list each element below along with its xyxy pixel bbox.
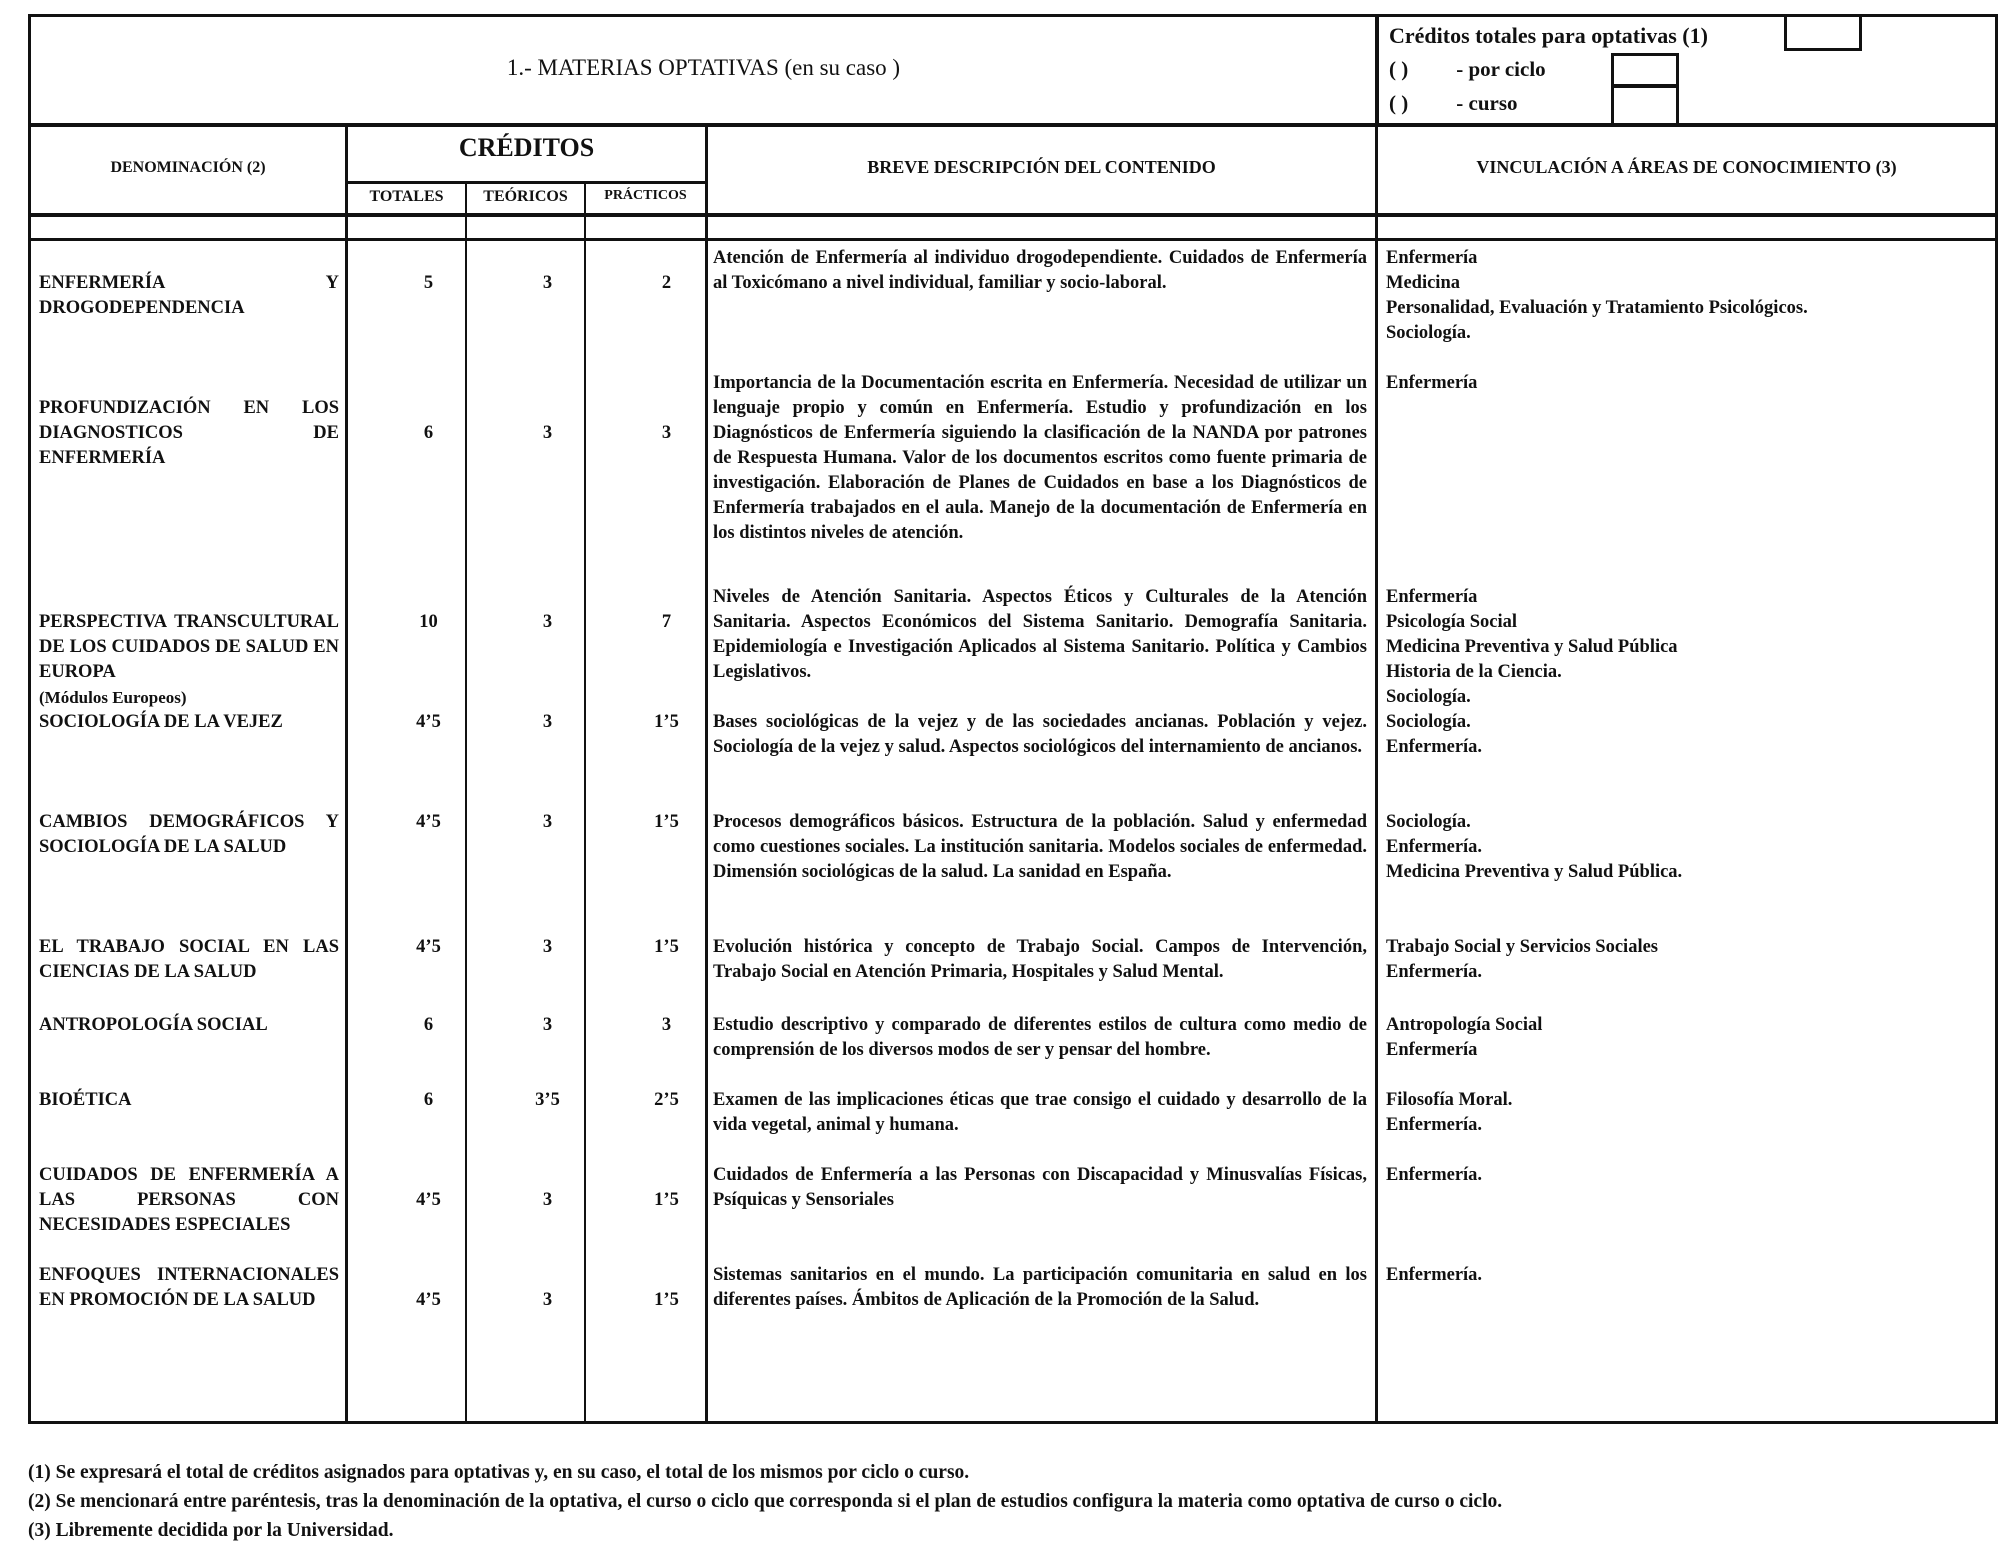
subject-name-text: CUIDADOS DE ENFERMERÍA A LAS PERSONAS CON NECESIDADES ESPECIALES (39, 1165, 339, 1235)
knowledge-area-item: Enfermería. (1386, 1265, 1483, 1285)
credits-theory: 3 (542, 1190, 553, 1210)
header-teoricos: TEÓRICOS (467, 181, 586, 213)
knowledge-area-item: Trabajo Social y Servicios Sociales (1386, 937, 1658, 957)
curso-line (1389, 91, 1518, 116)
footnote-3: (3) Libremente decidida por la Universidad. (28, 1520, 394, 1541)
credits-theory: 3 (542, 712, 553, 732)
por-ciclo-paren: ( ) (1389, 57, 1409, 81)
page-title: 1.- MATERIAS OPTATIVAS (en su caso ) (506, 55, 901, 80)
credits-theory: 3 (542, 812, 553, 832)
credits-practice: 1’5 (654, 1190, 679, 1210)
subject-description: Niveles de Atención Sanitaria. Aspectos Éticos y Culturales de la Atención Sanitaria. Aspectos Económicos del Sistema Sanitario. Demografía Sanitaria. Epidemiología e Investigación Aplicados al Sistema Sanitario. Política y Cambios Legislativos. (713, 587, 1367, 682)
footnotes (28, 1458, 1988, 1545)
header-creditos: CRÉDITOS TOTALES TEÓRICOS PRÁCTICOS (348, 127, 708, 213)
credits-theory: 3 (542, 612, 553, 632)
credits-practice: 1’5 (654, 812, 679, 832)
credits-practice: 7 (661, 612, 672, 632)
knowledge-area-item: Enfermería. (1386, 737, 1483, 757)
knowledge-areas (1386, 371, 1986, 396)
subject-name-text: BIOÉTICA (39, 1090, 132, 1110)
header-descripcion: BREVE DESCRIPCIÓN DEL CONTENIDO (708, 127, 1378, 213)
subject-name-note: (Módulos Europeos) (39, 688, 187, 707)
spacer-row (31, 217, 1995, 241)
knowledge-area-item: Enfermería. (1386, 1165, 1483, 1185)
knowledge-area-item: Enfermería. (1386, 962, 1483, 982)
credits-theory: 3 (542, 937, 553, 957)
subject-name-text: SOCIOLOGÍA DE LA VEJEZ (39, 712, 283, 732)
credits-summary-box (1376, 17, 1998, 123)
credits-total: 4’5 (416, 812, 441, 832)
subject-name-text: ENFOQUES INTERNACIONALES EN PROMOCIÓN DE LA SALUD (39, 1265, 339, 1310)
knowledge-areas (1386, 935, 1986, 985)
knowledge-area-item: Enfermería. (1386, 837, 1483, 857)
knowledge-area-item: Personalidad, Evaluación y Tratamiento Psicológicos. (1386, 298, 1808, 318)
subject-description: Procesos demográficos básicos. Estructura de la población. Salud y enfermedad como cuestiones sociales. La institución sanitaria. Modelos sociales de enfermedad. Dimensión sociológicas de la salud. La sanidad en España. (713, 812, 1367, 882)
knowledge-area-item: Enfermería (1386, 373, 1478, 393)
subject-description: Estudio descriptivo y comparado de diferentes estilos de cultura como medio de comprensión de los diversos modos de ser y pensar del hombre. (713, 1015, 1367, 1060)
knowledge-area-item: Historia de la Ciencia. (1386, 662, 1562, 682)
subject-name (39, 810, 339, 860)
subject-name (39, 1263, 339, 1313)
por-ciclo-line (1389, 57, 1546, 82)
knowledge-area-item: Enfermería (1386, 1040, 1478, 1060)
curso-paren: ( ) (1389, 91, 1409, 115)
subject-name-text: ENFERMERÍA Y DROGODEPENDENCIA (39, 273, 339, 318)
credits-total: 6 (423, 1015, 434, 1035)
credits-theory: 3 (542, 423, 553, 443)
subject-name-text: PROFUNDIZACIÓN EN LOS DIAGNOSTICOS DE ENFERMERÍA (39, 398, 339, 468)
col-rule-4 (705, 127, 708, 1421)
title-band (31, 17, 1995, 127)
credits-total: 4’5 (416, 1290, 441, 1310)
subject-name (39, 271, 339, 321)
total-credits-label: Créditos totales para optativas (1) (1389, 23, 1708, 48)
credits-total: 6 (423, 423, 434, 443)
knowledge-areas (1386, 1263, 1986, 1288)
header-practicos: PRÁCTICOS (586, 181, 705, 213)
knowledge-area-item: Medicina Preventiva y Salud Pública. (1386, 862, 1683, 882)
total-credits-field[interactable] (1784, 17, 1862, 51)
footnote-2: (2) Se mencionará entre paréntesis, tras la denominación de la optativa, el curso o ciclo que corresponda si el plan de estudios configura la materia como optativa de curso o ciclo. (28, 1491, 1503, 1512)
subject-name-text: PERSPECTIVA TRANSCULTURAL DE LOS CUIDADOS DE SALUD EN EUROPA (39, 612, 339, 682)
subject-description: Evolución histórica y concepto de Trabajo Social. Campos de Intervención, Trabajo Social en Atención Primaria, Hospitales y Salud Mental. (713, 937, 1367, 982)
credits-practice: 1’5 (654, 712, 679, 732)
subject-description: Atención de Enfermería al individuo drogodependiente. Cuidados de Enfermería al Toxicómano a nivel individual, familiar y socio-laboral. (713, 248, 1367, 293)
knowledge-areas (1386, 710, 1986, 760)
credits-theory: 3’5 (535, 1090, 560, 1110)
knowledge-area-item: Sociología. (1386, 712, 1471, 732)
credits-practice: 1’5 (654, 937, 679, 957)
subject-description: Cuidados de Enfermería a las Personas con Discapacidad y Minusvalías Físicas, Psíquicas y Sensoriales (713, 1165, 1367, 1210)
optativas-table (28, 14, 1998, 1424)
credits-practice: 1’5 (654, 1290, 679, 1310)
subject-name (39, 1163, 339, 1238)
knowledge-areas (1386, 1088, 1986, 1138)
curso-field[interactable] (1611, 85, 1679, 123)
curso-label: - curso (1456, 91, 1518, 115)
subject-name-text: ANTROPOLOGÍA SOCIAL (39, 1015, 268, 1035)
knowledge-area-item: Medicina Preventiva y Salud Pública (1386, 637, 1678, 657)
col-rule-3 (584, 181, 586, 1421)
credits-practice: 2’5 (654, 1090, 679, 1110)
subject-name (39, 610, 339, 710)
credits-theory: 3 (542, 273, 553, 293)
knowledge-area-item: Enfermería. (1386, 1115, 1483, 1135)
credits-theory: 3 (542, 1290, 553, 1310)
col-rule-1 (345, 127, 348, 1421)
por-ciclo-label: - por ciclo (1456, 57, 1546, 81)
knowledge-area-item: Sociología. (1386, 812, 1471, 832)
subject-name (39, 1013, 339, 1038)
credits-practice: 3 (661, 1015, 672, 1035)
knowledge-areas (1386, 810, 1986, 885)
knowledge-area-item: Filosofía Moral. (1386, 1090, 1513, 1110)
col-rule-5 (1375, 17, 1378, 1421)
credits-theory: 3 (542, 1015, 553, 1035)
subject-name-text: EL TRABAJO SOCIAL EN LAS CIENCIAS DE LA SALUD (39, 937, 339, 982)
credits-total: 10 (419, 612, 438, 632)
col-rule-2 (465, 181, 467, 1421)
knowledge-areas (1386, 246, 1986, 346)
knowledge-area-item: Medicina (1386, 273, 1460, 293)
knowledge-area-item: Psicología Social (1386, 612, 1518, 632)
credits-practice: 3 (661, 423, 672, 443)
subject-name (39, 1088, 339, 1113)
knowledge-areas (1386, 1163, 1986, 1188)
credits-practice: 2 (661, 273, 672, 293)
subject-description: Importancia de la Documentación escrita en Enfermería. Necesidad de utilizar un lenguaje propio y común en Enfermería. Estudio y profundización en los Diagnósticos de Enfermería siguiendo la clasificación de la NANDA por patrones de Respuesta Humana. Valor de los documentos escritos como fuente primaria de investigación. Elaboración de Planes de Cuidados en base a los Diagnósticos de Enfermería trabajados en el aula. Manejo de la documentación de Enfermería en los distintos niveles de atención. (713, 373, 1367, 543)
header-denominacion: DENOMINACIÓN (2) (31, 127, 348, 213)
credits-total: 4’5 (416, 937, 441, 957)
subject-name (39, 396, 339, 471)
footnote-1: (1) Se expresará el total de créditos asignados para optativas y, en su caso, el total de los mismos por ciclo o curso. (28, 1462, 970, 1483)
knowledge-area-item: Antropología Social (1386, 1015, 1543, 1035)
subject-description: Sistemas sanitarios en el mundo. La participación comunitaria en salud en los diferentes países. Ámbitos de Aplicación de la Promoción de la Salud. (713, 1265, 1367, 1310)
knowledge-areas (1386, 1013, 1986, 1063)
subject-name (39, 710, 339, 735)
header-totales: TOTALES (348, 181, 467, 213)
knowledge-area-item: Enfermería (1386, 587, 1478, 607)
credits-total: 4’5 (416, 1190, 441, 1210)
credits-total: 5 (423, 273, 434, 293)
subject-description: Bases sociológicas de la vejez y de las sociedades ancianas. Población y vejez. Sociología de la vejez y salud. Aspectos sociológicos del internamiento de ancianos. (713, 712, 1367, 757)
subject-name-text: CAMBIOS DEMOGRÁFICOS Y SOCIOLOGÍA DE LA SALUD (39, 812, 339, 857)
knowledge-area-item: Sociología. (1386, 687, 1471, 707)
subject-name (39, 935, 339, 985)
credits-total: 4’5 (416, 712, 441, 732)
por-ciclo-field[interactable] (1611, 53, 1679, 87)
credits-total: 6 (423, 1090, 434, 1110)
knowledge-area-item: Enfermería (1386, 248, 1478, 268)
knowledge-areas (1386, 585, 1986, 710)
header-vinculacion: VINCULACIÓN A ÁREAS DE CONOCIMIENTO (3) (1476, 157, 1897, 177)
subject-description: Examen de las implicaciones éticas que trae consigo el cuidado y desarrollo de la vida vegetal, animal y humana. (713, 1090, 1367, 1135)
knowledge-area-item: Sociología. (1386, 323, 1471, 343)
